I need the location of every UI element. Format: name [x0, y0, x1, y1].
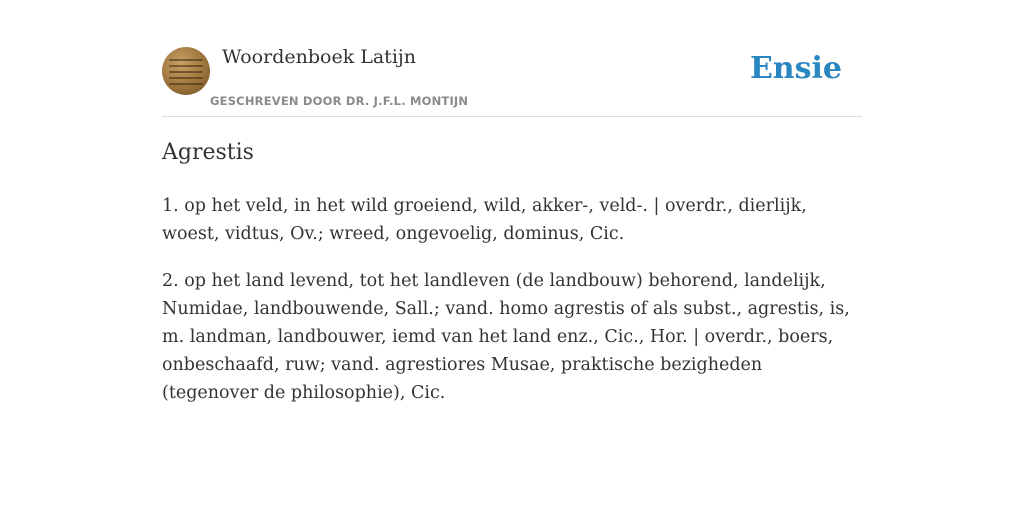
coin-inscription-line: [169, 59, 203, 61]
definition-item: 1. op het veld, in het wild groeiend, wild, akker-, veld-. | overdr., dierlijk, woest, vidtus, Ov.; wreed, ongevoelig, dominus, Cic.: [162, 196, 807, 244]
definition-list: [162, 192, 862, 426]
coin-inscription-line: [169, 71, 203, 73]
coin-inscription-line: [169, 65, 203, 67]
latin-coin-icon[interactable]: [162, 47, 210, 95]
definition-item: 2. op het land levend, tot het landleven (de landbouw) behorend, landelijk, Numidae, landbouwende, Sall.; vand. homo agrestis of als subst., agrestis, is, m. landman, landbouwer, iemd van het land enz., Cic., Hor. | overdr., boers, onbeschaafd, ruw; vand. agrestiores Musae, praktische bezigheden (tegenover de philosophie), Cic.: [162, 271, 850, 403]
book-title[interactable]: Woordenboek Latijn: [222, 46, 417, 68]
entry-title: Agrestis: [162, 140, 254, 165]
coin-inscription-line: [169, 83, 203, 85]
header: [162, 44, 862, 117]
author-byline[interactable]: GESCHREVEN DOOR DR. J.F.L. MONTIJN: [210, 94, 469, 108]
brand-logo[interactable]: Ensie: [749, 51, 842, 86]
coin-inscription-line: [169, 77, 203, 79]
